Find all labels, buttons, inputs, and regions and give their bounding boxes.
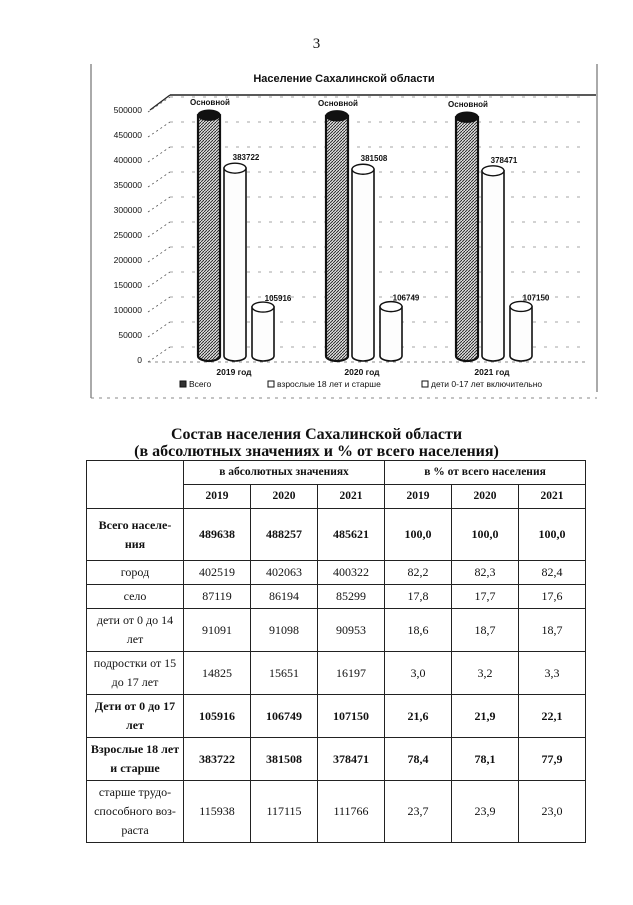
table-cell: 3,2: [452, 652, 519, 695]
table-row: [87, 609, 586, 652]
table-cell: 488257: [251, 509, 318, 561]
table-row: [87, 695, 586, 738]
table-cell: 3,3: [519, 652, 586, 695]
bar-top-2: [482, 166, 504, 176]
population-chart: [90, 62, 598, 400]
table-cell: 82,3: [452, 561, 519, 585]
y-tick-label: 250000: [113, 230, 142, 240]
year-header: 2019: [385, 485, 452, 509]
table-cell: 91098: [251, 609, 318, 652]
y-grid-slant: [148, 247, 170, 262]
table-cell: 106749: [251, 695, 318, 738]
table-cell: 91091: [184, 609, 251, 652]
bar-2: [224, 168, 246, 361]
table-cell: 78,1: [452, 738, 519, 781]
bar-3: [380, 307, 402, 361]
table-cell: 378471: [318, 738, 385, 781]
table-cell: 100,0: [385, 509, 452, 561]
table-cell: 90953: [318, 609, 385, 652]
y-tick-label: 100000: [113, 305, 142, 315]
bar-label-top: Основной: [190, 98, 230, 108]
bar-label-top: Основной: [448, 100, 488, 110]
table-row: [87, 738, 586, 781]
bar-top-2: [224, 163, 246, 173]
chart-back-top-slant: [150, 95, 170, 110]
chart-title: Население Сахалинской области: [253, 73, 435, 85]
bar-label-top: Основной: [318, 98, 358, 108]
table-cell: 15651: [251, 652, 318, 695]
row-label: город: [87, 561, 184, 585]
bar-top-2: [352, 164, 374, 174]
bar-3: [252, 307, 274, 361]
table-cell: 77,9: [519, 738, 586, 781]
y-grid-slant: [148, 347, 170, 362]
table-cell: 381508: [251, 738, 318, 781]
table-cell: 107150: [318, 695, 385, 738]
table-cell: 18,7: [452, 609, 519, 652]
table-cell: 18,7: [519, 609, 586, 652]
table-cell: 117115: [251, 781, 318, 843]
table-cell: 22,1: [519, 695, 586, 738]
table-row: [87, 509, 586, 561]
table-row: [87, 781, 586, 843]
row-label: дети от 0 до 14 лет: [87, 609, 184, 652]
table-cell: 105916: [184, 695, 251, 738]
table-group-header-row: [87, 461, 586, 485]
bar-2: [352, 169, 374, 361]
row-label: подростки от 15 до 17 лет: [87, 652, 184, 695]
y-grid-slant: [148, 172, 170, 187]
table-subtitle: (в абсолютных значениях и % от всего населения): [134, 443, 499, 460]
bar-3: [510, 306, 532, 361]
data-label-adults: 383722: [232, 153, 260, 163]
bar-1: [198, 115, 220, 361]
y-tick-label: 350000: [113, 180, 142, 190]
table-row: [87, 561, 586, 585]
legend-swatch: [180, 381, 186, 387]
table-cell: 17,8: [385, 585, 452, 609]
table-cell: 115938: [184, 781, 251, 843]
table-cell: 82,4: [519, 561, 586, 585]
data-label-adults: 381508: [360, 154, 388, 164]
table-cell: 23,9: [452, 781, 519, 843]
year-header: 2021: [318, 485, 385, 509]
table-cell: 383722: [184, 738, 251, 781]
legend-label: взрослые 18 лет и старше: [277, 379, 381, 389]
y-grid-slant: [148, 272, 170, 287]
table-cell: 111766: [318, 781, 385, 843]
y-tick-label: 500000: [113, 105, 142, 115]
table-cell: 402063: [251, 561, 318, 585]
table-cell: 485621: [318, 509, 385, 561]
legend-label: Всего: [189, 379, 212, 389]
table-cell: 21,6: [385, 695, 452, 738]
bar-top-3: [252, 302, 274, 312]
year-header: 2020: [452, 485, 519, 509]
y-tick-label: 150000: [113, 280, 142, 290]
x-category-label: 2020 год: [344, 367, 380, 377]
data-label-children: 107150: [522, 293, 550, 303]
table-cell: 16197: [318, 652, 385, 695]
table-cell: 23,0: [519, 781, 586, 843]
table-cell: 21,9: [452, 695, 519, 738]
y-grid-slant: [148, 297, 170, 312]
bar-1: [326, 116, 348, 361]
year-header: 2019: [184, 485, 251, 509]
bar-2: [482, 171, 504, 361]
row-label: старше трудо-способного воз-раста: [87, 781, 184, 843]
table-cell: 82,2: [385, 561, 452, 585]
table-cell: 14825: [184, 652, 251, 695]
table-cell: 402519: [184, 561, 251, 585]
table-cell: 100,0: [452, 509, 519, 561]
table-row: [87, 585, 586, 609]
table-title: Состав населения Сахалинской области: [170, 426, 463, 443]
y-grid-slant: [148, 322, 170, 337]
row-label: село: [87, 585, 184, 609]
table-cell: 23,7: [385, 781, 452, 843]
y-tick-label: 200000: [113, 255, 142, 265]
year-header: 2020: [251, 485, 318, 509]
y-grid-slant: [148, 122, 170, 137]
y-tick-label: 0: [137, 355, 142, 365]
group-header-absolute: в абсолютных значениях: [184, 461, 385, 485]
chart-svg: [90, 62, 598, 400]
y-tick-label: 400000: [113, 155, 142, 165]
row-label: Взрослые 18 лет и старше: [87, 738, 184, 781]
row-label: Дети от 0 до 17 лет: [87, 695, 184, 738]
bar-1: [456, 117, 478, 361]
row-label: Всего населе-ния: [87, 509, 184, 561]
page-number: 3: [312, 36, 321, 52]
legend-swatch: [268, 381, 274, 387]
legend-swatch: [422, 381, 428, 387]
legend-label: дети 0-17 лет включительно: [431, 379, 543, 389]
bar-top-1: [198, 110, 220, 120]
table-cell: 85299: [318, 585, 385, 609]
table-cell: 400322: [318, 561, 385, 585]
table-cell: 3,0: [385, 652, 452, 695]
table-cell: 17,6: [519, 585, 586, 609]
table-cell: 87119: [184, 585, 251, 609]
table-cell: 100,0: [519, 509, 586, 561]
table-cell: 78,4: [385, 738, 452, 781]
y-tick-label: 450000: [113, 130, 142, 140]
bar-top-1: [456, 112, 478, 122]
year-header: 2021: [519, 485, 586, 509]
x-category-label: 2021 год: [474, 367, 510, 377]
table-cell: 86194: [251, 585, 318, 609]
table-row: [87, 652, 586, 695]
data-label-children: 105916: [264, 294, 292, 304]
bar-top-1: [326, 111, 348, 121]
bar-top-3: [380, 302, 402, 312]
y-tick-label: 50000: [118, 330, 142, 340]
bar-top-3: [510, 301, 532, 311]
y-grid-slant: [148, 222, 170, 237]
y-tick-label: 300000: [113, 205, 142, 215]
table-cell: 489638: [184, 509, 251, 561]
table-cell: 17,7: [452, 585, 519, 609]
population-table: [86, 460, 586, 843]
data-label-adults: 378471: [490, 155, 518, 165]
y-grid-slant: [148, 147, 170, 162]
data-label-children: 106749: [392, 293, 420, 303]
table-cell: 18,6: [385, 609, 452, 652]
y-grid-slant: [148, 197, 170, 212]
group-header-percent: в % от всего населения: [385, 461, 586, 485]
table-corner-cell: [87, 461, 184, 509]
x-category-label: 2019 год: [216, 367, 252, 377]
